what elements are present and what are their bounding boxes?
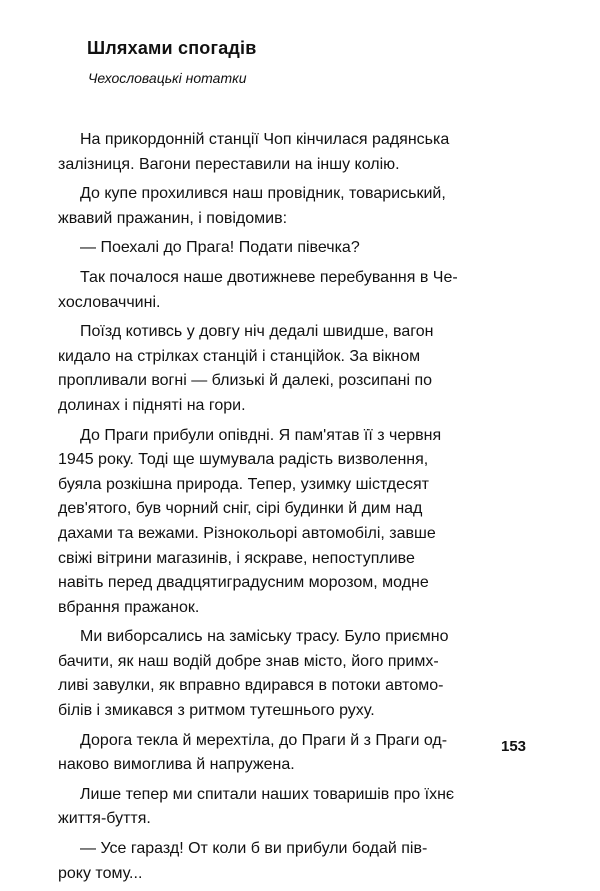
paragraph (58, 320, 538, 418)
text-line: залізниця. Вагони переставили на іншу колію. (58, 155, 400, 173)
text-line: бачити, як наш водій добре знав місто, його примх- (58, 652, 439, 670)
text-line: 1945 року. Тоді ще шумувала радість визволення, (58, 451, 429, 469)
page-number: 153 (501, 738, 527, 755)
paragraph (58, 783, 538, 832)
text-line: долинах і підняті на гори. (58, 396, 246, 414)
paragraph (58, 128, 538, 177)
text-line: Лише тепер ми спитали наших товаришів про їхнє (80, 785, 455, 803)
chapter-title: Шляхами спогадів (87, 38, 257, 58)
text-line: Поїзд котивсь у довгу ніч дедалі швидше, вагон (80, 323, 434, 341)
text-line: На прикордонній станції Чоп кінчилася радянська (80, 131, 450, 148)
paragraph (58, 266, 538, 315)
text-line: Ми виборсались на заміську трасу. Було приємно (80, 628, 449, 646)
text-line: ливі завулки, як вправно вдирався в потоки автомо- (58, 677, 444, 695)
text-line: життя-буття. (58, 810, 151, 828)
text-line: До купе прохилився наш провідник, товариський, (80, 185, 446, 203)
text-line: вбрання пражанок. (58, 598, 200, 616)
paragraph (58, 424, 538, 621)
text-line: наково вимоглива й напружена. (58, 756, 295, 774)
paragraph (58, 236, 538, 261)
text-line: року тому... (58, 864, 143, 882)
text-line: — Поехалі до Прага! Подати півечка? (80, 239, 360, 257)
paragraph (58, 625, 538, 723)
paragraph (58, 182, 538, 231)
text-line: Так почалося наше двотижневе перебування в Че- (80, 268, 458, 286)
text-line: До Праги прибули опівдні. Я пам'ятав її з червня (80, 426, 442, 444)
chapter-subtitle: Чехословацькі нотатки (88, 70, 247, 86)
text-line: буяла розкішна природа. Тепер, узимку шістдесят (58, 475, 430, 493)
text-line: свіжі вітрини магазинів, і яскраве, непоступливе (58, 549, 415, 567)
text-line: пропливали вогні — близькі й далекі, розсипані по (58, 372, 433, 390)
text-line: Дорога текла й мерехтіла, до Праги й з Праги од- (80, 731, 448, 749)
body-text (58, 128, 538, 891)
paragraph (58, 837, 538, 886)
text-line: хословаччині. (58, 293, 161, 311)
text-line: дев'ятого, був чорний сніг, сірі будинки й дим над (58, 500, 423, 518)
paragraph (58, 729, 538, 778)
text-line: — Усе гаразд! От коли б ви прибули бодай пів- (80, 840, 428, 858)
text-line: білів і змикався з ритмом тутешнього руху. (58, 702, 375, 720)
text-line: жвавий пражанин, і повідомив: (58, 209, 288, 227)
text-line: дахами та вежами. Різнокольорі автомобілі, завше (58, 524, 436, 542)
text-line: кидало на стрілках станцій і станційок. За вікном (58, 347, 421, 365)
text-line: навіть перед двадцятиградусним морозом, модне (58, 574, 429, 592)
